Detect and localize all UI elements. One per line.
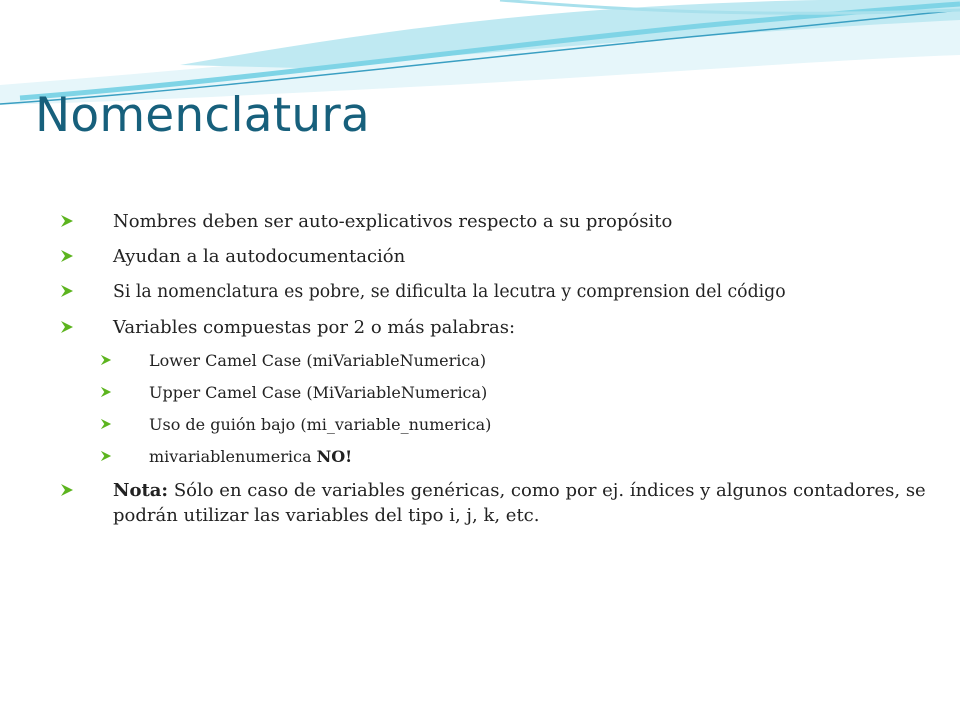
- note-label: Nota:: [113, 480, 169, 501]
- arrow-bullet-icon: [100, 386, 112, 398]
- bullet-list: [60, 209, 940, 538]
- arrow-bullet-icon: [60, 483, 74, 497]
- sub-bullet-bold-text: NO!: [316, 447, 353, 466]
- sub-bullet-item: [60, 382, 940, 404]
- arrow-bullet-icon: [100, 450, 112, 462]
- bullet-item: [60, 244, 940, 269]
- bullet-text: Ayudan a la autodocumentación: [113, 246, 406, 267]
- sub-bullet-item: [60, 414, 940, 436]
- slide-title: Nomenclatura: [35, 88, 370, 143]
- arrow-bullet-icon: [100, 418, 112, 430]
- sub-bullet-item: [60, 446, 940, 468]
- bullet-item: [60, 315, 940, 340]
- sub-bullet-text: mivariablenumerica: [149, 447, 317, 466]
- note-text: Sólo en caso de variables genéricas, como por ej. índices y algunos contadores, se podrán utilizar las variables del tipo i, j, k, etc.: [113, 480, 926, 526]
- bullet-text: Nombres deben ser auto-explicativos respecto a su propósito: [113, 211, 673, 232]
- arrow-bullet-icon: [60, 249, 74, 263]
- arrow-bullet-icon: [60, 214, 74, 228]
- bullet-text: Si la nomenclatura es pobre, se dificulta la lecutra y comprension del código: [113, 282, 786, 302]
- sub-bullet-text: Upper Camel Case (MiVariableNumerica): [149, 383, 488, 402]
- bullet-text: Variables compuestas por 2 o más palabras:: [113, 317, 516, 338]
- bullet-item-note: [60, 478, 940, 528]
- sub-bullet-item: [60, 350, 940, 372]
- sub-bullet-text: Uso de guión bajo (mi_variable_numerica): [149, 415, 492, 434]
- arrow-bullet-icon: [60, 320, 74, 334]
- arrow-bullet-icon: [100, 354, 112, 366]
- arrow-bullet-icon: [60, 284, 74, 298]
- bullet-item: [60, 209, 940, 234]
- bullet-item: [60, 279, 940, 305]
- sub-bullet-text: Lower Camel Case (miVariableNumerica): [149, 351, 487, 370]
